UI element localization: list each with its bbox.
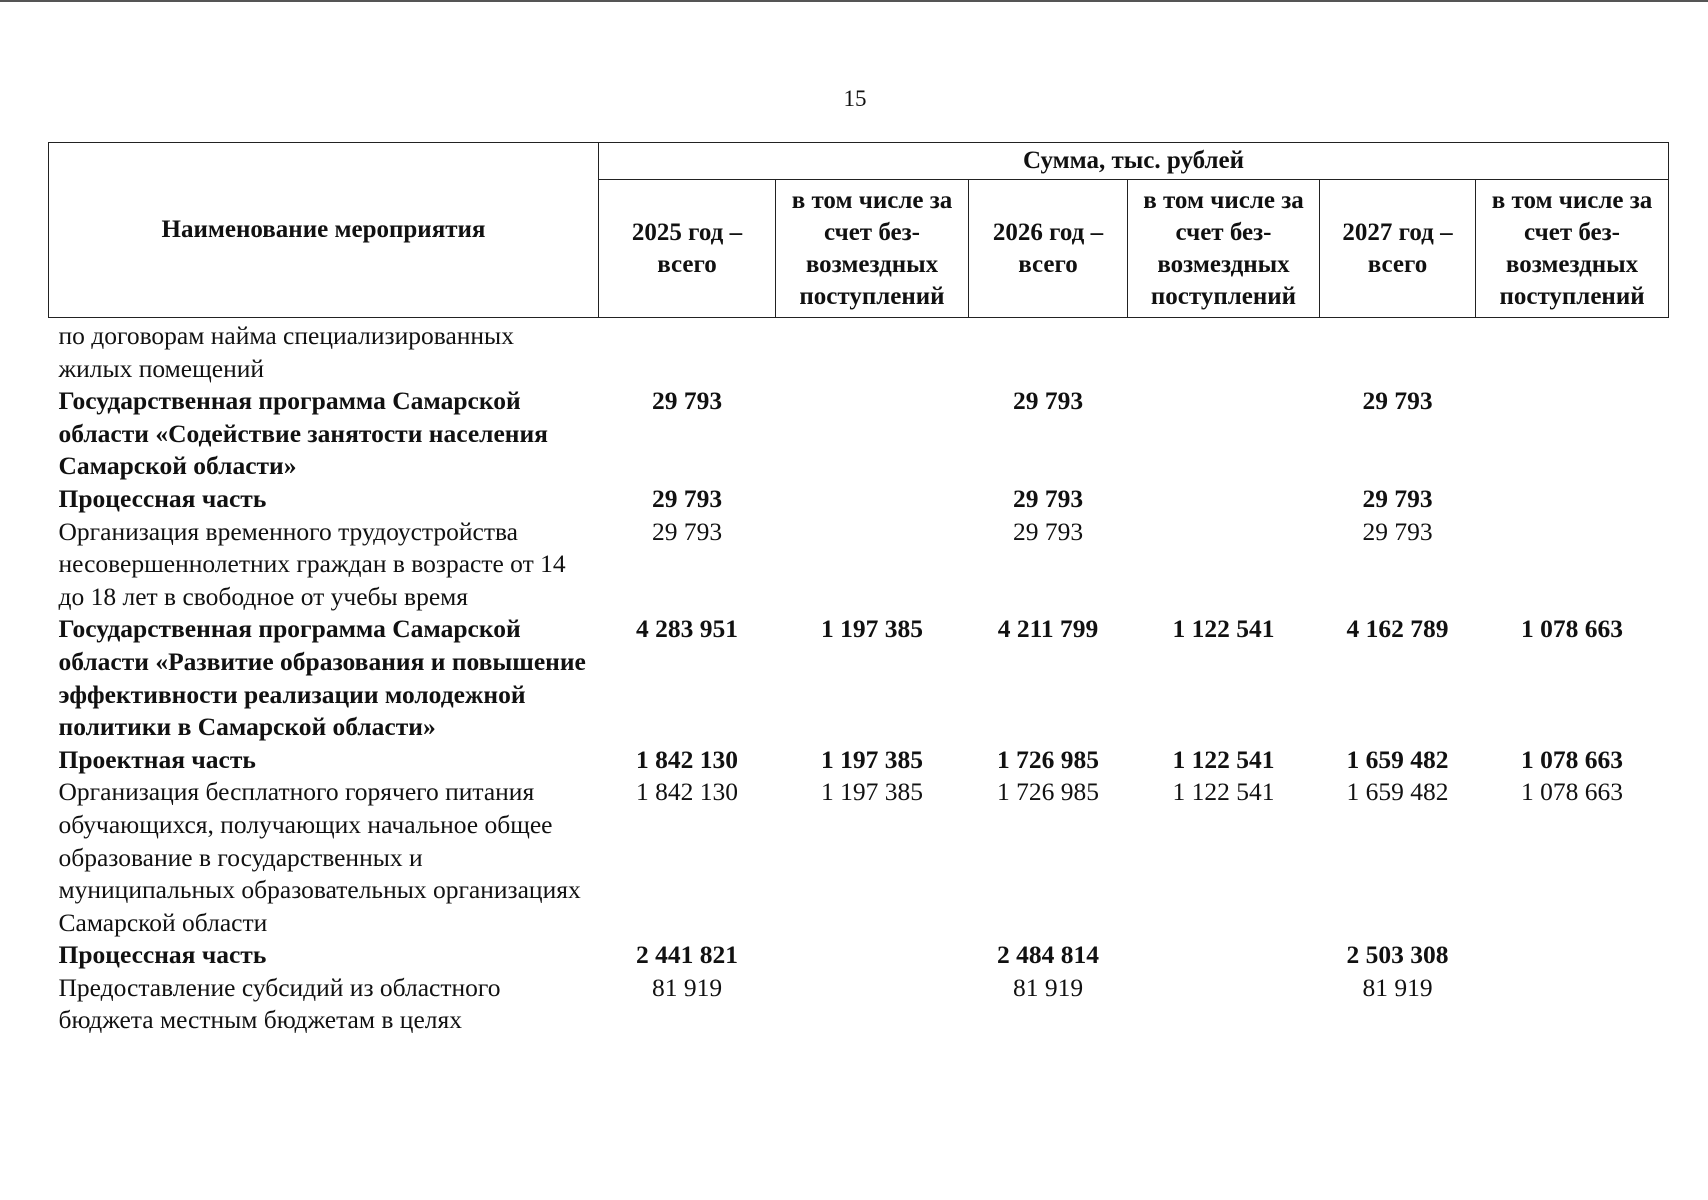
value-2025-total: 4 283 951 (636, 614, 738, 644)
value-2027-grants (1476, 483, 1669, 516)
value-2025-total: 29 793 (651, 386, 723, 416)
value-2026-grants: 1 122 541 (1172, 777, 1275, 807)
value-2026-total (969, 318, 1128, 386)
budget-table-container (48, 142, 1668, 1037)
value-2026-grants (1128, 318, 1320, 386)
table-row (49, 744, 1669, 777)
value-2027-grants: 1 078 663 (1521, 744, 1624, 774)
row-name: Проектная часть (58, 744, 256, 774)
value-2027-total: 29 793 (1362, 483, 1433, 513)
value-2025-grants (776, 516, 969, 614)
table-row (49, 613, 1669, 743)
value-2025-grants (776, 483, 969, 516)
value-2026-grants (1128, 939, 1320, 972)
header-2027-total: 2027 год – всего (1320, 180, 1476, 318)
value-2026-grants (1128, 516, 1320, 614)
table-row (49, 939, 1669, 972)
header-2025-total: 2025 год – всего (599, 180, 776, 318)
row-name: Государственная программа Самарской области «Развитие образования и повышение эффективности реализации молодежной политики в Самарской области» (58, 614, 586, 742)
value-2027-total (1320, 318, 1476, 386)
value-2025-grants (776, 939, 969, 972)
value-2025-total (599, 318, 776, 386)
row-name: Процессная часть (58, 483, 267, 513)
value-2025-total: 29 793 (651, 483, 723, 513)
value-2025-grants (776, 972, 969, 1037)
value-2025-grants: 1 197 385 (821, 744, 923, 774)
header-2027-grants: в том числе за счет без-возмездных поступлений (1476, 180, 1669, 318)
value-2026-total: 29 793 (1012, 483, 1084, 513)
value-2026-total: 1 726 985 (997, 744, 1099, 774)
value-2027-grants (1476, 318, 1669, 386)
row-name: Государственная программа Самарской области «Содействие занятости населения Самарской области» (58, 386, 548, 481)
table-body (49, 318, 1669, 1038)
value-2025-grants: 1 197 385 (821, 777, 923, 807)
value-2025-total: 1 842 130 (636, 777, 738, 807)
value-2025-total: 29 793 (651, 516, 723, 546)
value-2027-total: 81 919 (1362, 972, 1433, 1002)
value-2027-grants (1476, 385, 1669, 483)
value-2026-grants (1128, 483, 1320, 516)
table-row (49, 972, 1669, 1037)
page-number: 15 (843, 86, 867, 111)
budget-table (48, 142, 1669, 1037)
row-name: Процессная часть (58, 940, 267, 970)
value-2027-grants: 1 078 663 (1521, 614, 1624, 644)
value-2026-total: 4 211 799 (997, 614, 1099, 644)
value-2025-total: 81 919 (651, 972, 723, 1002)
table-row (49, 516, 1669, 614)
value-2027-total: 1 659 482 (1346, 777, 1449, 807)
value-2027-total: 29 793 (1362, 386, 1433, 416)
table-row (49, 318, 1669, 386)
row-name: Организация временного трудоустройства несовершеннолетних граждан в возрасте от 14 до 18 лет в свободное от учебы время (58, 516, 566, 611)
value-2026-total: 29 793 (1012, 516, 1084, 546)
header-name-column: Наименование мероприятия (49, 143, 599, 318)
value-2025-grants (776, 318, 969, 386)
value-2026-total: 81 919 (1012, 972, 1084, 1002)
value-2026-total: 1 726 985 (997, 777, 1099, 807)
value-2026-grants: 1 122 541 (1172, 744, 1275, 774)
value-2027-grants: 1 078 663 (1521, 777, 1624, 807)
header-2026-total: 2026 год – всего (969, 180, 1128, 318)
table-row (49, 385, 1669, 483)
header-2025-grants: в том числе за счет без-возмездных поступлений (776, 180, 969, 318)
value-2025-grants (776, 385, 969, 483)
row-name: по договорам найма специализированных жилых помещений (58, 321, 514, 383)
value-2025-total: 1 842 130 (636, 744, 738, 774)
value-2026-grants (1128, 972, 1320, 1037)
value-2027-total: 2 503 308 (1346, 940, 1449, 970)
value-2027-grants (1476, 972, 1669, 1037)
value-2027-total: 1 659 482 (1346, 744, 1449, 774)
row-name: Организация бесплатного горячего питания обучающихся, получающих начальное общее образование в государственных и муниципальных образовательных организациях Самарской области (58, 777, 581, 937)
page-top-edge (0, 0, 1708, 2)
table-header (49, 143, 1669, 318)
row-name: Предоставление субсидий из областного бюджета местным бюджетам в целях (58, 972, 501, 1035)
table-row (49, 776, 1669, 939)
value-2027-total: 4 162 789 (1346, 614, 1449, 644)
value-2026-total: 29 793 (1012, 386, 1084, 416)
value-2026-grants (1128, 385, 1320, 483)
value-2027-grants (1476, 516, 1669, 614)
value-2027-grants (1476, 939, 1669, 972)
value-2025-grants: 1 197 385 (821, 614, 923, 644)
header-sum-group: Сумма, тыс. рублей (599, 143, 1669, 180)
header-2026-grants: в том числе за счет без-возмездных поступлений (1128, 180, 1320, 318)
table-row (49, 483, 1669, 516)
value-2025-total: 2 441 821 (636, 940, 738, 970)
value-2026-grants: 1 122 541 (1172, 614, 1275, 644)
value-2026-total: 2 484 814 (997, 940, 1099, 970)
value-2027-total: 29 793 (1362, 516, 1433, 546)
